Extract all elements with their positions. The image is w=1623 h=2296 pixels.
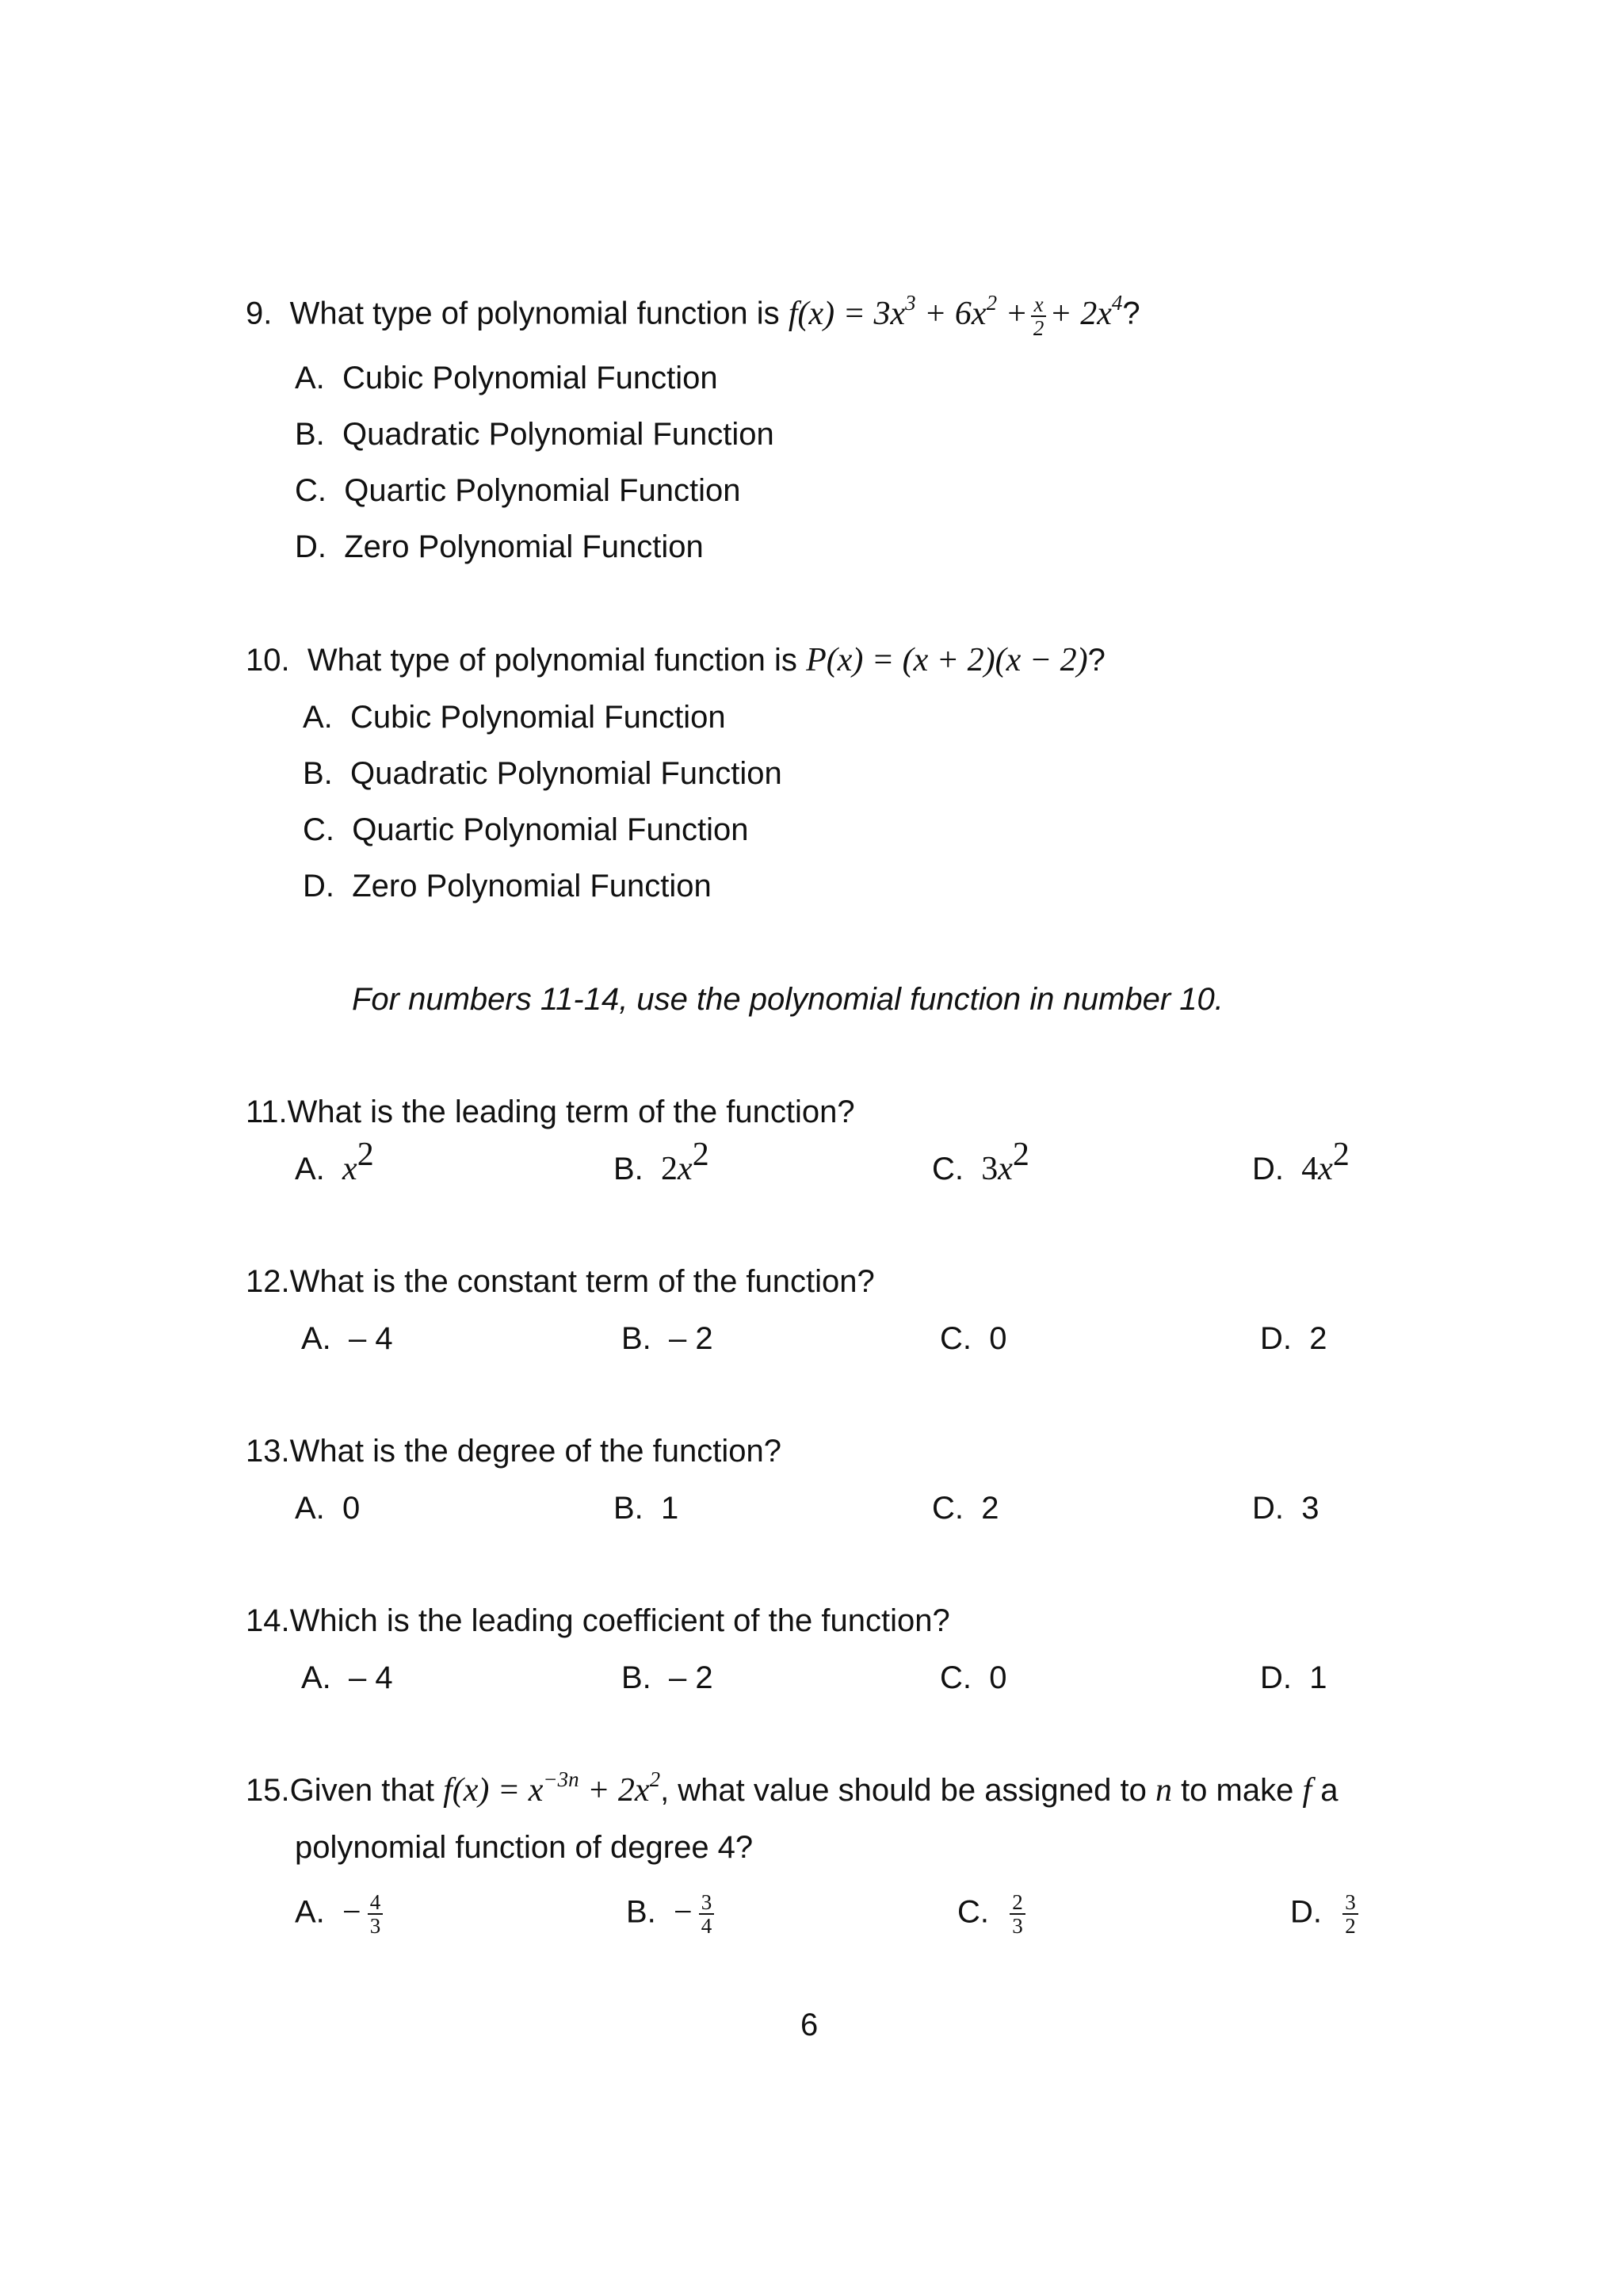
question-text: What type of polynomial function is (289, 296, 780, 331)
question-9-stem: 9. What type of polynomial function is $f(x) = 3x^3 + 6x^2$ + $\frac{x}{2}$ + $2x^4$? (246, 290, 1140, 340)
q14-option-c[interactable]: C. 0 (940, 1660, 1007, 1695)
q12-option-c[interactable]: C. 0 (940, 1321, 1007, 1356)
q11-option-c[interactable]: C. $3x^2$ (932, 1137, 1029, 1187)
q14-option-b[interactable]: B. – 2 (621, 1660, 713, 1695)
question-13-stem (246, 1431, 781, 1471)
q13-option-c[interactable]: C. 2 (932, 1491, 999, 1526)
q9-option-a[interactable]: A. Cubic Polynomial Function (295, 361, 718, 395)
q10-option-c[interactable]: C. Quartic Polynomial Function (303, 812, 749, 847)
question-text: What is the constant term of the function? (289, 1264, 875, 1299)
q9-option-c[interactable]: C. Quartic Polynomial Function (295, 473, 741, 508)
q15-option-c[interactable]: C. $\frac{2}{3}$ (957, 1891, 1029, 1937)
question-text: What is the leading term of the function? (287, 1095, 855, 1129)
q10-option-b[interactable]: B. Quadratic Polynomial Function (303, 756, 782, 791)
q10-option-a[interactable]: A. Cubic Polynomial Function (303, 700, 726, 735)
question-number: 15. (246, 1773, 290, 1808)
question-10-stem: 10. What type of polynomial function is P(x) = (x + 2)(x − 2)? (246, 642, 1106, 678)
question-number: 10. (246, 643, 290, 678)
q15-option-d[interactable]: D. $\frac{3}{2}$ (1290, 1891, 1361, 1937)
question-number: 13. (246, 1434, 290, 1469)
question-11-stem (246, 1092, 855, 1132)
question-text: What type of polynomial function is (307, 643, 797, 678)
q15-option-a[interactable]: A. − $\frac{4}{3}$ (295, 1891, 386, 1937)
q13-option-a[interactable]: A. 0 (295, 1491, 361, 1526)
q15-option-b[interactable]: B. − $\frac{3}{4}$ (626, 1891, 717, 1937)
question-14-stem (246, 1601, 950, 1641)
page-number: 6 (800, 2008, 819, 2042)
question-number: 9. (246, 296, 273, 331)
q12-option-a[interactable]: A. – 4 (301, 1321, 393, 1356)
q14-option-a[interactable]: A. – 4 (301, 1660, 393, 1695)
function-expression: P(x) = (x + 2)(x − 2) (806, 642, 1088, 678)
question-15-stem-line2: polynomial function of degree 4? (295, 1830, 754, 1865)
question-number: 11. (246, 1095, 288, 1129)
question-text: What is the degree of the function? (289, 1434, 781, 1469)
q9-option-d[interactable]: D. Zero Polynomial Function (295, 529, 704, 564)
question-15-stem: 15.Given that $f(x) = x^{-3n} + 2x^2$, what value should be assigned to n to make f a (246, 1767, 1338, 1809)
q12-option-d[interactable]: D. 2 (1260, 1321, 1327, 1356)
q14-option-d[interactable]: D. 1 (1260, 1660, 1327, 1695)
q11-option-b[interactable]: B. $2x^2$ (613, 1137, 709, 1187)
fraction-x-over-2: $\frac{x}{2}$ (1031, 293, 1047, 339)
question-number: 12. (246, 1264, 290, 1299)
q12-option-b[interactable]: B. – 2 (621, 1321, 713, 1356)
q13-option-d[interactable]: D. 3 (1252, 1491, 1319, 1526)
q11-option-d[interactable]: D. $4x^2$ (1252, 1137, 1350, 1187)
instruction-text: For numbers 11-14, use the polynomial function in number 10. (352, 982, 1224, 1017)
function-expression: $f(x) = 3x^3 + 6x^2$ + $\frac{x}{2}$ + $2x^4$ (788, 290, 1123, 340)
function-expression: $f(x) = x^{-3n} + 2x^2$ (443, 1767, 661, 1809)
q11-option-a[interactable]: A. $x^2$ (295, 1137, 374, 1187)
question-12-stem (246, 1262, 875, 1301)
question-number: 14. (246, 1603, 290, 1638)
q10-option-d[interactable]: D. Zero Polynomial Function (303, 869, 712, 904)
q13-option-b[interactable]: B. 1 (613, 1491, 679, 1526)
question-text: Which is the leading coefficient of the function? (289, 1603, 950, 1638)
q9-option-b[interactable]: B. Quadratic Polynomial Function (295, 417, 774, 452)
